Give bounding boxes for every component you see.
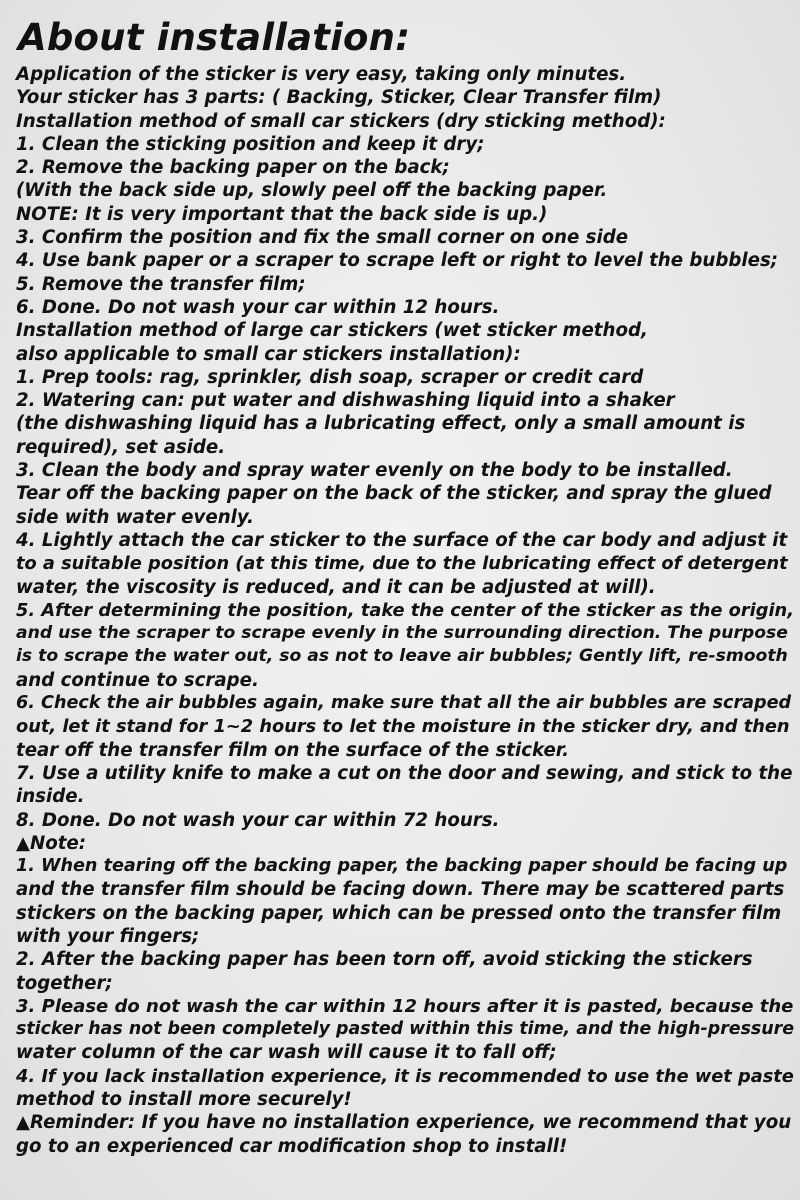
instruction-line: 4. Use bank paper or a scraper to scrape left or right to level the bubbles; [16, 250, 779, 272]
instruction-line: stickers on the backing paper, which can be pressed onto the transfer film [16, 902, 782, 924]
instruction-line: (the dishwashing liquid has a lubricating effect, only a small amount is [16, 413, 746, 435]
page-title: About installation: [18, 16, 411, 59]
instruction-line: inside. [16, 786, 85, 808]
instruction-line: 5. Remove the transfer film; [16, 273, 306, 295]
instruction-line: 2. Remove the backing paper on the back; [16, 157, 450, 179]
instruction-line: 7. Use a utility knife to make a cut on the door and sewing, and stick to the [16, 762, 793, 784]
instruction-line: 5. After determining the position, take the center of the sticker as the origin, [16, 599, 794, 621]
instruction-line: Application of the sticker is very easy, taking only minutes. [16, 64, 627, 85]
instruction-line: Tear off the backing paper on the back of the sticker, and spray the glued [16, 483, 772, 505]
instruction-line: also applicable to small car stickers installation): [16, 343, 521, 365]
instruction-line: 4. Lightly attach the car sticker to the surface of the car body and adjust it [16, 529, 788, 551]
instruction-line: 3. Please do not wash the car within 12 hours after it is pasted, because the [16, 995, 794, 1017]
instruction-line: out, let it stand for 1~2 hours to let the moisture in the sticker dry, and then [16, 716, 790, 738]
instruction-line: 1. When tearing off the backing paper, the backing paper should be facing up [16, 856, 788, 877]
instruction-line: and continue to scrape. [16, 669, 259, 691]
instruction-line: NOTE: It is very important that the back side is up.) [16, 203, 548, 225]
instruction-line: go to an experienced car modification shop to install! [16, 1135, 568, 1157]
instruction-line: water, the viscosity is reduced, and it can be adjusted at will). [16, 576, 656, 598]
instruction-line: method to install more securely! [16, 1089, 352, 1111]
instruction-line: together; [16, 972, 113, 994]
instruction-line: Installation method of small car stickers (dry sticking method): [16, 110, 666, 132]
instruction-line: ▲Note: [16, 832, 87, 854]
instruction-line: to a suitable position (at this time, due to the lubricating effect of detergent [16, 553, 788, 575]
instruction-line: required), set aside. [16, 436, 226, 458]
instruction-line: 8. Done. Do not wash your car within 72 hours. [16, 809, 500, 831]
instruction-line: ▲Reminder: If you have no installation experience, we recommend that you [16, 1112, 792, 1134]
instruction-line: Installation method of large car stickers (wet sticker method, [16, 320, 648, 342]
instruction-line: tear off the transfer film on the surface of the sticker. [16, 739, 570, 761]
instruction-line: with your fingers; [16, 925, 200, 947]
instruction-line: (With the back side up, slowly peel off the backing paper. [16, 180, 608, 202]
instruction-line: 1. Clean the sticking position and keep it dry; [16, 133, 485, 155]
instruction-line: 3. Confirm the position and fix the small corner on one side [16, 227, 629, 249]
instruction-line: 1. Prep tools: rag, sprinkler, dish soap, scraper or credit card [16, 366, 644, 388]
instruction-line: 3. Clean the body and spray water evenly on the body to be installed. [16, 460, 733, 482]
instruction-line: and the transfer film should be facing down. There may be scattered parts [16, 879, 785, 901]
instruction-line: and use the scraper to scrape evenly in the surrounding direction. The purpose [16, 623, 788, 644]
instruction-line: 4. If you lack installation experience, it is recommended to use the wet paste [16, 1065, 794, 1087]
instruction-text-block [16, 63, 795, 1158]
instruction-line: 6. Done. Do not wash your car within 12 hours. [16, 296, 500, 318]
instruction-line: 2. After the backing paper has been torn off, avoid sticking the stickers [16, 949, 753, 971]
instruction-line: sticker has not been completely pasted within this time, and the high-pressure [16, 1019, 795, 1040]
instruction-line: 2. Watering can: put water and dishwashing liquid into a shaker [16, 390, 675, 412]
instruction-line: side with water evenly. [16, 506, 254, 528]
instruction-line: 6. Check the air bubbles again, make sure that all the air bubbles are scraped [16, 693, 792, 714]
instruction-line: is to scrape the water out, so as not to leave air bubbles; Gently lift, re-smooth [16, 646, 788, 667]
instruction-line: Your sticker has 3 parts: ( Backing, Sticker, Clear Transfer film) [16, 87, 662, 109]
instruction-line: water column of the car wash will cause it to fall off; [16, 1042, 557, 1064]
